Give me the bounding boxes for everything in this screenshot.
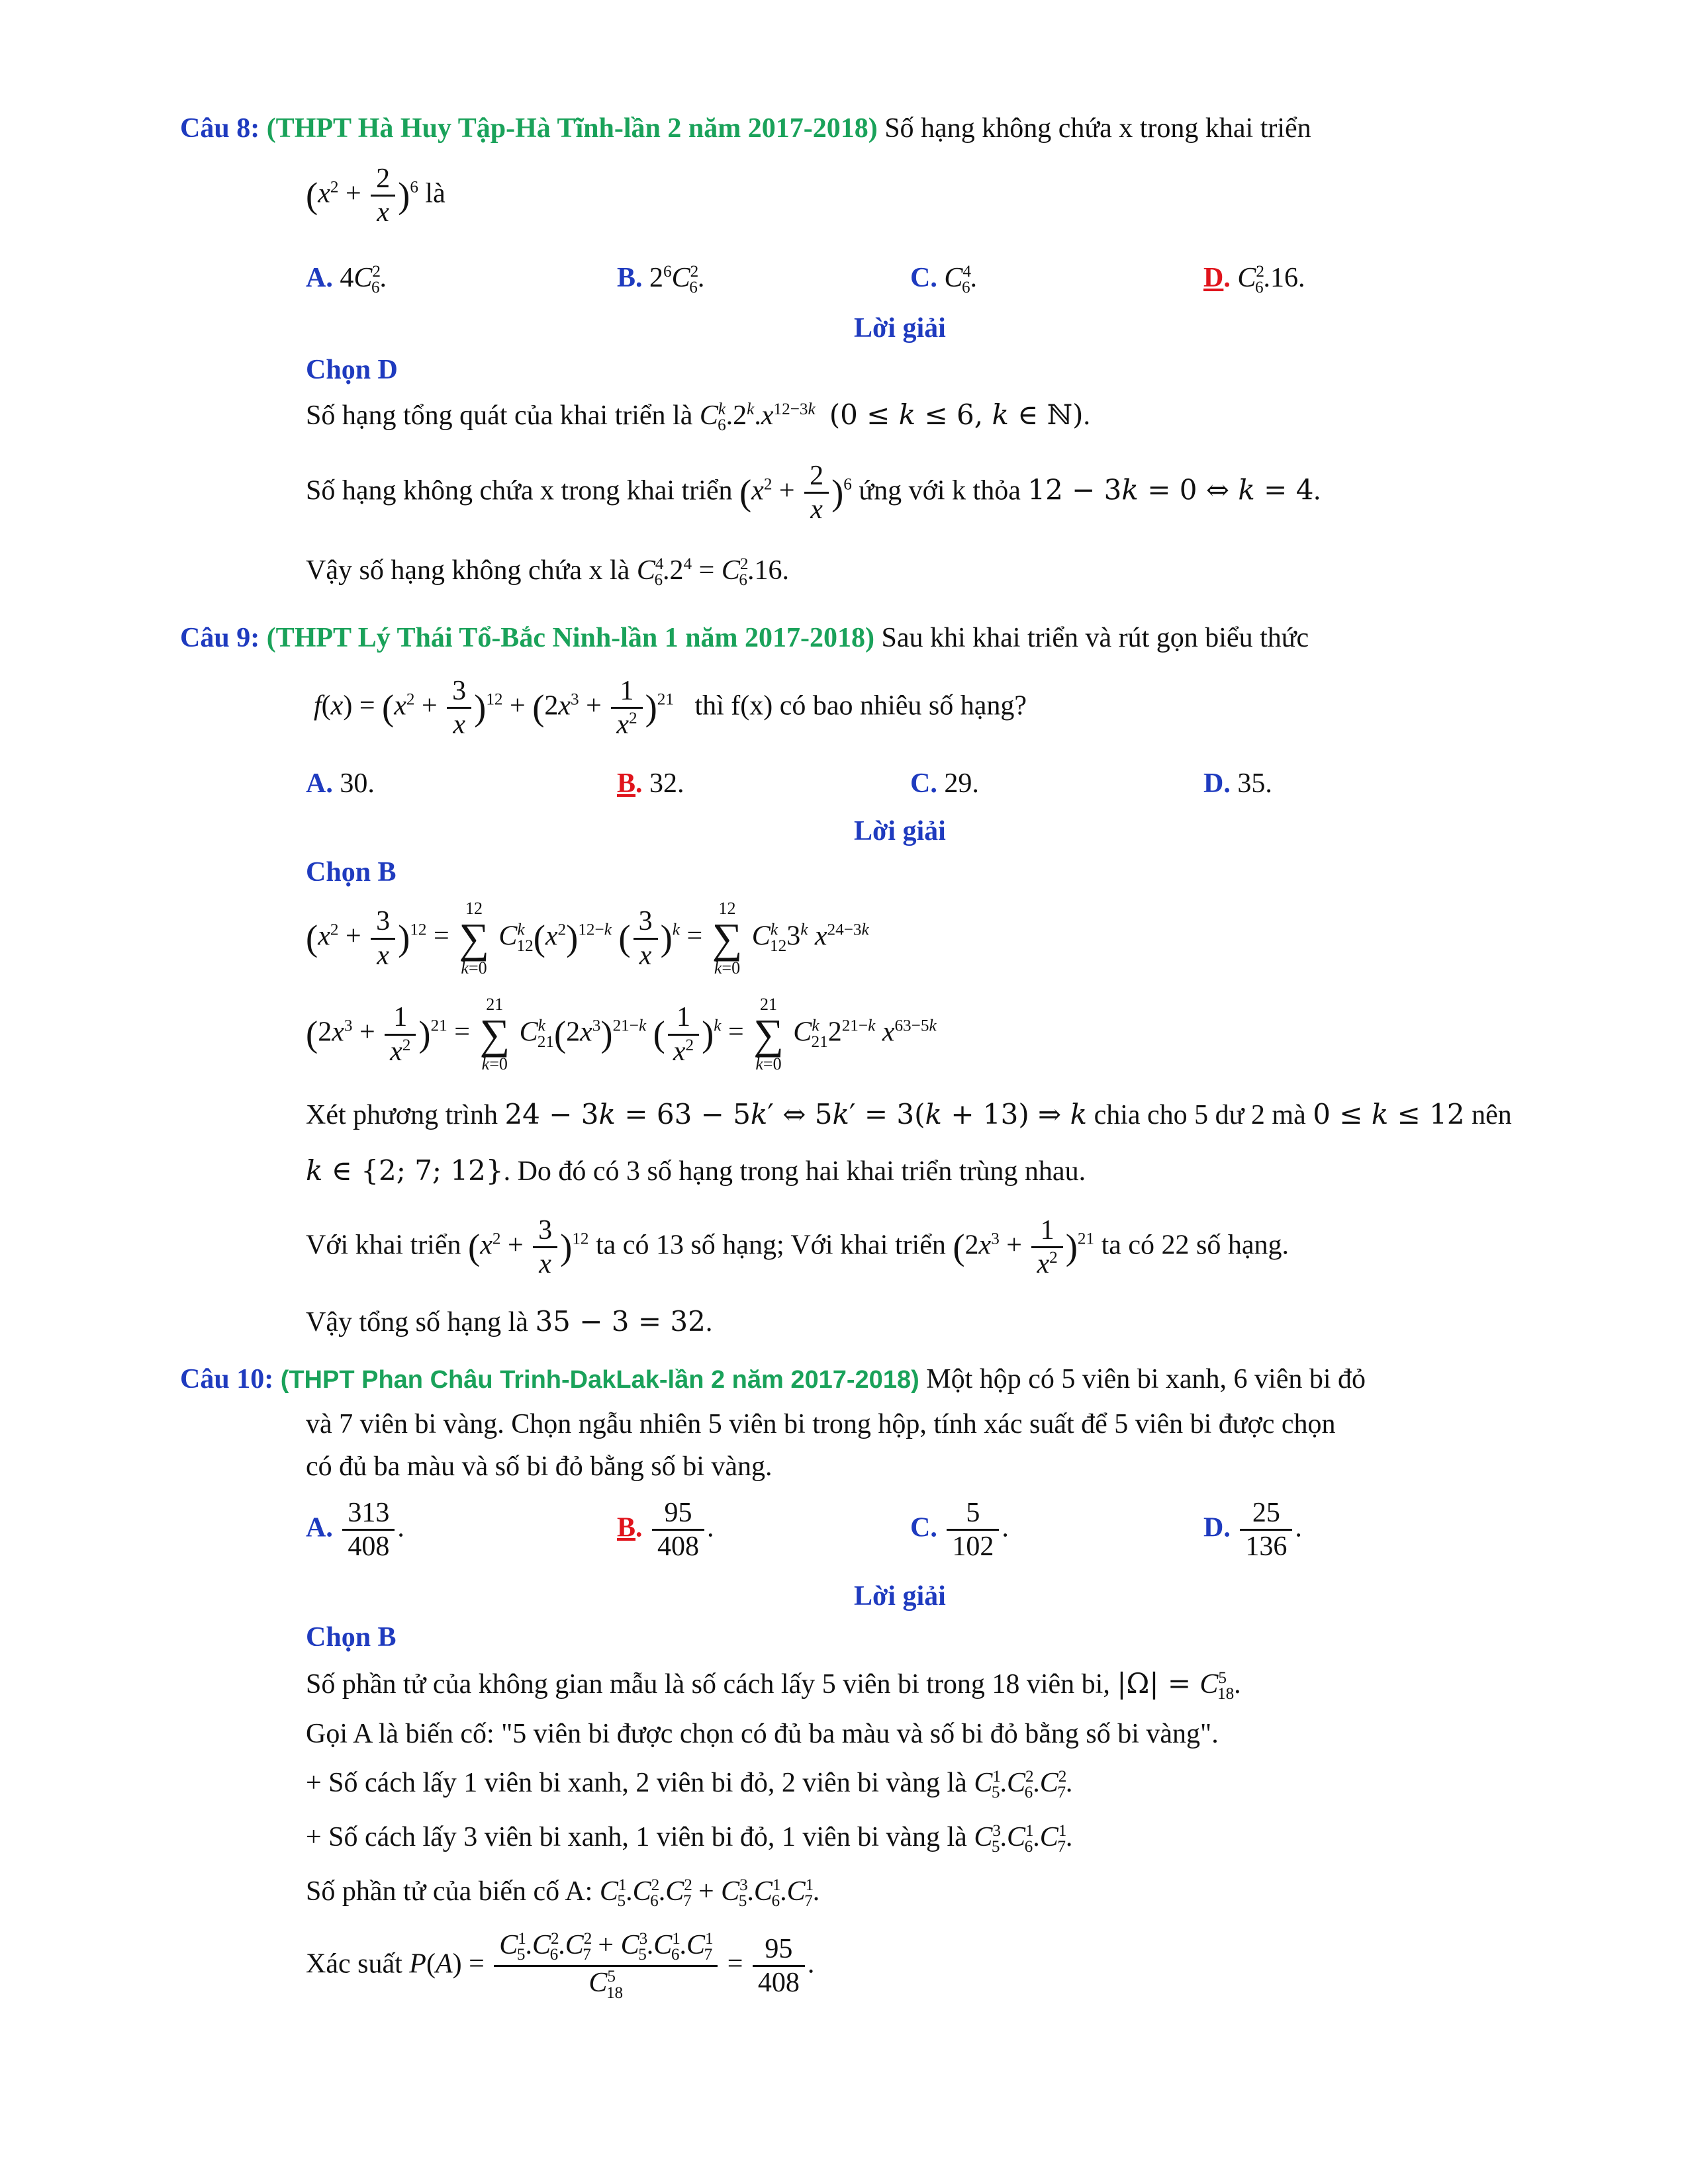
q8-header (180, 113, 1311, 144)
q10-option-c-den: 102 (952, 1531, 994, 1563)
q8-option-c[interactable]: C. $C^4_6$. (910, 263, 978, 297)
q10-option-a-letter: A. (306, 1512, 333, 1543)
q8-source: (THPT Hà Huy Tập-Hà Tĩnh-lần 2 năm 2017-2018) (266, 113, 878, 144)
q10-choice: Chọn B (306, 1622, 397, 1653)
q9-sol-eq: Xét phương trình 24 − 3k = 63 − 5k′ ⇔ 5k′ = 3(k + 13) ⇒ k chia cho 5 dư 2 mà 0 ≤ k ≤ 12 nên (306, 1098, 1512, 1130)
q10-text2: và 7 viên bi vàng. Chọn ngẫu nhiên 5 viên bi trong hộp, tính xác suất để 5 viên bi được chọn (306, 1409, 1336, 1439)
q9-source: (THPT Lý Thái Tổ-Bắc Ninh-lần 1 năm 2017-2018) (266, 623, 875, 653)
q8-solution-title: Lời giải (854, 313, 946, 343)
q9-sol-total-text: Vậy tổng số hạng là (306, 1307, 528, 1338)
q10-solution-title: Lời giải (854, 1581, 946, 1612)
q10-option-d-num: 25 (1240, 1497, 1292, 1531)
q9-expansion-1: ($x^2$ + $\frac{3}{x}$ )$^{12}$ = 12 ∑ k=0 $C^k_{12}(x^2)^{12-k}$ ( $\frac{3}{x}$ )$^k$ = 12 ∑ k=0 $C^k_{12}3^k$ $x^{24-3k}$ (306, 899, 869, 978)
q10-answer-letter: B (617, 1512, 636, 1543)
q8-expression: ($x^2$ + $\frac{2}{x}$ )$^6$ là (306, 163, 445, 228)
q10-text1: Một hộp có 5 viên bi xanh, 6 viên bi đỏ (926, 1364, 1366, 1394)
q9-option-a[interactable]: A. 30. (306, 768, 375, 799)
q8-choice: Chọn D (306, 355, 398, 385)
q8-text: Số hạng không chứa x trong khai triển (884, 113, 1311, 144)
q10-option-b-den: 408 (657, 1531, 700, 1563)
q8-sol1-text: Số hạng tổng quát của khai triển là (306, 400, 693, 431)
q9-sol-eq-end: nên (1472, 1100, 1512, 1130)
q9-sol-with-1: Với khai triển (306, 1230, 461, 1261)
q8-sol3: Vậy số hạng không chứa x là $C^4_6.2^4 = C^2_6.16$. (306, 555, 790, 590)
q8-label: Câu 8: (180, 113, 260, 144)
q10-option-d[interactable]: D. $\frac{25}{136}$ . (1203, 1498, 1302, 1563)
q10-option-a[interactable]: A. $\frac{313}{408}$ . (306, 1498, 404, 1563)
q8-sol2: Số hạng không chứa x trong khai triển ($x^2$ + $\frac{2}{x}$ )$^6$ ứng với k thỏa 12 − 3k = 0 ⇔ k = 4. (306, 461, 1321, 525)
q10-sol1-text: Số phần tử của không gian mẫu là số cách lấy 5 viên bi trong 18 viên bi, (306, 1669, 1110, 1700)
q8-option-d[interactable]: D. $C^2_6.16$. (1203, 263, 1305, 297)
q8-sol3-text: Vậy số hạng không chứa x là (306, 555, 630, 586)
q10-option-c[interactable]: C. $\frac{5}{102}$ . (910, 1498, 1009, 1563)
q9-answer-letter: B (617, 768, 636, 799)
q10-option-a-num: 313 (342, 1497, 395, 1531)
q9-sol-eq-cond: chia cho 5 dư 2 mà (1094, 1100, 1306, 1130)
q10-header (180, 1363, 1366, 1395)
q10-option-c-num: 5 (947, 1497, 999, 1531)
q8-option-a[interactable]: A. $4C^2_6$. (306, 263, 387, 297)
q10-option-a-den: 408 (348, 1531, 390, 1563)
q10-text3: có đủ ba màu và số bi đỏ bằng số bi vàng. (306, 1451, 773, 1482)
q9-option-c[interactable]: C. 29. (910, 768, 979, 799)
q10-option-b-num: 95 (652, 1497, 704, 1531)
q9-sol-with: Với khai triển ($x^2$ + $\frac{3}{x}$ )$^{12}$ ta có 13 số hạng; Với khai triển ($2x^3$ + $\frac{1}{x^2}$ )$^{21}$ ta có 22 số hạng. (306, 1215, 1289, 1280)
q10-option-d-den: 136 (1245, 1531, 1288, 1563)
q10-sol3: + Số cách lấy 1 viên bi xanh, 2 viên bi đỏ, 2 viên bi vàng là $C^1_5.C^2_6.C^2_7$. (306, 1768, 1073, 1802)
q10-sol6: Xác suất P(A) = $\frac{C^1_5.C^2_6.C^2_7 + C^3_5.C^1_6.C^1_7}{C^5_{18}}$ = $\frac{95}{408}$ . (306, 1930, 815, 2002)
q9-expansion-2: ($2x^3$ + $\frac{1}{x^2}$ )$^{21}$ = 21 ∑ k=0 $C^k_{21}(2x^3)^{21-k}$ ( $\frac{1}{x^2}$ )$^k$ = 21 ∑ k=0 $C^k_{21}2^{21-k}$ $x^{63-5k}$ (306, 995, 937, 1073)
q8-sol2-text: Số hạng không chứa x trong khai triển (306, 475, 733, 506)
q8-sol1: Số hạng tổng quát của khai triển là $C^k_6.2^k.x^{12-3k}$ (0 ≤ k ≤ 6, k ∈ ℕ). (306, 398, 1090, 435)
q10-option-c-letter: C. (910, 1512, 937, 1543)
q10-result-den: 408 (757, 1968, 800, 1999)
q10-option-b[interactable]: B. $\frac{95}{408}$ . (617, 1498, 714, 1563)
q8-text-end: là (425, 178, 445, 209)
q10-sol4-text: + Số cách lấy 3 viên bi xanh, 1 viên bi đỏ, 1 viên bi vàng là (306, 1822, 967, 1852)
q10-sol5: Số phần tử của biến cố A: $C^1_5.C^2_6.C^2_7 + C^3_5.C^1_6.C^1_7$. (306, 1876, 820, 1911)
q10-sol4: + Số cách lấy 3 viên bi xanh, 1 viên bi đỏ, 1 viên bi vàng là $C^3_5.C^1_6.C^1_7$. (306, 1822, 1073, 1856)
q9-header (180, 622, 1309, 654)
q8-sol2-cond: ứng với k thỏa (859, 475, 1021, 506)
q9-sol-eq-text: Xét phương trình (306, 1100, 498, 1130)
q9-solution-title: Lời giải (854, 816, 946, 846)
q9-option-b[interactable]: B. 32. (617, 768, 684, 799)
q10-label: Câu 10: (180, 1364, 274, 1394)
q10-sol5-text: Số phần tử của biến cố A: (306, 1876, 593, 1907)
q9-label: Câu 9: (180, 623, 260, 653)
q9-sol-k: k ∈ {2; 7; 12}. Do đó có 3 số hạng trong hai khai triển trùng nhau. (306, 1154, 1086, 1187)
q10-option-d-letter: D. (1203, 1512, 1231, 1543)
q9-sol-total: Vậy tổng số hạng là 35 − 3 = 32. (306, 1305, 713, 1338)
q9-text: Sau khi khai triển và rút gọn biểu thức (881, 623, 1309, 653)
q10-sol6-text: Xác suất (306, 1948, 402, 1979)
q9-sol-with-3: ta có 22 số hạng. (1101, 1230, 1289, 1261)
q9-expression: $f(x) = (x^2$ + $\frac{3}{x}$ )$^{12} + (2x^3$ + $\frac{1}{x^2}$ )$^{21}$ thì f(x) có bao nhiêu số hạng? (314, 676, 1027, 741)
q9-option-d[interactable]: D. 35. (1203, 768, 1272, 799)
q9-sol-k-text: Do đó có 3 số hạng trong hai khai triển trùng nhau. (517, 1156, 1086, 1187)
q9-sol-with-2: ta có 13 số hạng; Với khai triển (596, 1230, 946, 1261)
q8-answer-letter: D (1203, 263, 1224, 293)
q10-result-num: 95 (753, 1933, 805, 1967)
q10-sol1: Số phần tử của không gian mẫu là số cách lấy 5 viên bi trong 18 viên bi, $|\Omega| = C^5_{18}$. (306, 1667, 1241, 1704)
q8-option-b[interactable]: B. $2^6C^2_6$. (617, 263, 705, 297)
q10-sol2: Gọi A là biến cố: "5 viên bi được chọn có đủ ba màu và số bi đỏ bằng số bi vàng". (306, 1719, 1219, 1749)
q10-sol3-text: + Số cách lấy 1 viên bi xanh, 2 viên bi đỏ, 2 viên bi vàng là (306, 1768, 967, 1798)
q9-choice: Chọn B (306, 857, 397, 887)
q10-source: (THPT Phan Châu Trinh-DakLak-lần 2 năm 2017-2018) (280, 1366, 919, 1394)
q9-text2: thì f(x) có bao nhiêu số hạng? (694, 690, 1027, 721)
